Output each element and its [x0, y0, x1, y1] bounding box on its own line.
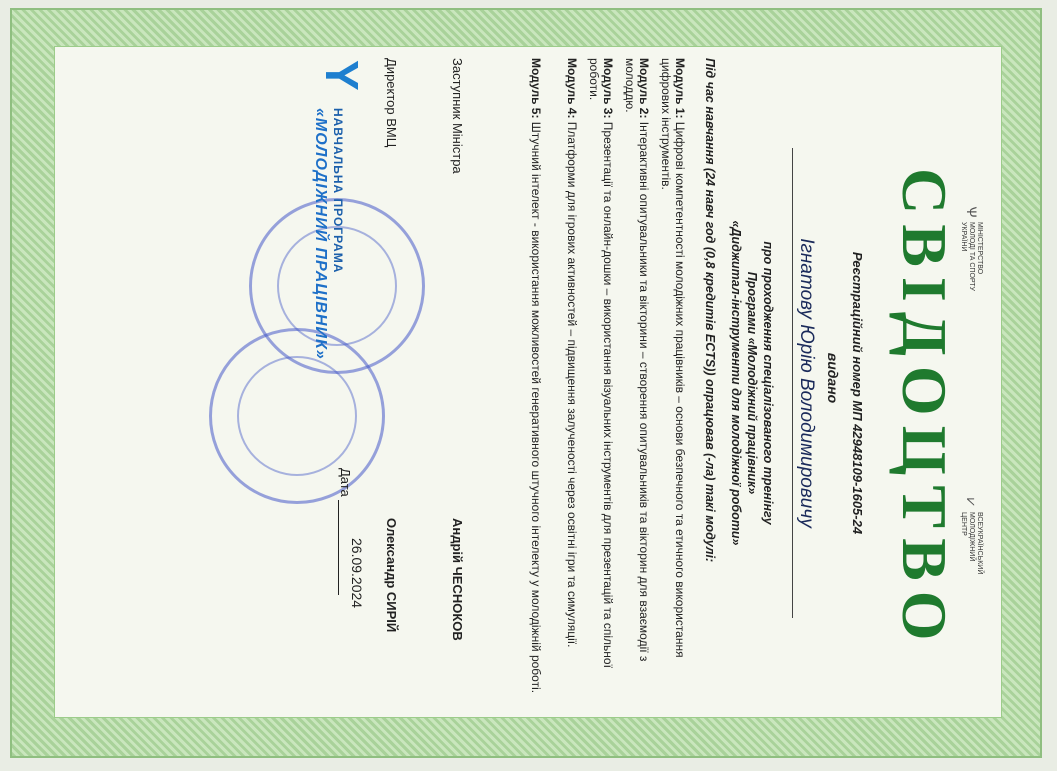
module-label: Модуль 5:: [529, 58, 543, 119]
director-name: Олександр СИРІЙ: [384, 518, 399, 633]
deputy-name: Андрій ЧЕСНОКОВ: [450, 518, 465, 641]
module-text: Презентації та онлайн-дошки – використання візуальних інструментів для презентацій та спільної роботи.: [587, 58, 615, 668]
module-item: [623, 58, 651, 698]
module-item: [565, 58, 579, 698]
stamp-seal: [209, 328, 385, 504]
module-item: [659, 58, 687, 698]
training-line-3: «Диджитал-інструменти для молодіжної роботи»: [729, 220, 743, 546]
module-item: [587, 58, 615, 698]
center-logo-icon: ⩗: [964, 498, 980, 506]
center-label: ВСЕУКРАЇНСЬКИЙ МОЛОДІЖНИЙ ЦЕНТР: [960, 512, 983, 575]
program-subtitle: НАВЧАЛЬНА ПРОГРАМА: [331, 108, 345, 274]
module-label: Модуль 3:: [601, 58, 615, 119]
date-value: 26.09.2024: [349, 538, 365, 609]
registration-number: Реєстраційний номер МП 42948109-1605-24: [850, 251, 865, 535]
program-name: «МОЛОДІЖНИЙ ПРАЦІВНИК»: [312, 108, 329, 360]
module-item: [529, 58, 543, 698]
date-label: Дата: [338, 468, 353, 497]
module-text: Штучний інтелект - використання можливостей генеративного штучного інтелекту у молодіжній роботі.: [529, 121, 543, 694]
certificate-title: СВІДОЦТВО: [889, 168, 960, 651]
deputy-label: Заступник Міністра: [450, 58, 465, 174]
module-label: Модуль 1:: [673, 58, 687, 119]
training-line-2: Програми «Молодіжний працівник»: [745, 271, 759, 495]
training-line-1: про проходження спеціалізованого тренінгу: [761, 241, 775, 525]
director-label: Директор ВМЦ: [384, 58, 399, 148]
module-text: Платформи для ігрових активностей – підвищення залученості через освітні ігри та симуляції.: [565, 121, 579, 648]
issued-label: видано: [825, 352, 841, 404]
certificate-content: [41, 38, 985, 718]
program-logo-icon: Y: [316, 60, 368, 91]
module-label: Модуль 2:: [637, 58, 651, 119]
recipient-name: Ігнатову Юрію Володимировичу: [792, 148, 817, 618]
trident-icon: Ѱ: [964, 206, 980, 218]
module-label: Модуль 4:: [565, 58, 579, 119]
ministry-label: МІНІСТЕРСТВО МОЛОДІ ТА СПОРТУ УКРАЇНИ: [960, 222, 983, 291]
module-text: Інтерактивні опитувальники та вікторини – створення опитувальників та вікторин для взаємодії з молоддю.: [623, 58, 651, 662]
hours-line: Під час навчання (24 навч год (0,8 кредитів ECTS)) опрацював (-ла) такі модулі:: [703, 58, 717, 563]
module-text: Цифрові компетентності молодіжних працівників – основи безпечного та етичного використання цифрових інструментів.: [659, 58, 687, 658]
